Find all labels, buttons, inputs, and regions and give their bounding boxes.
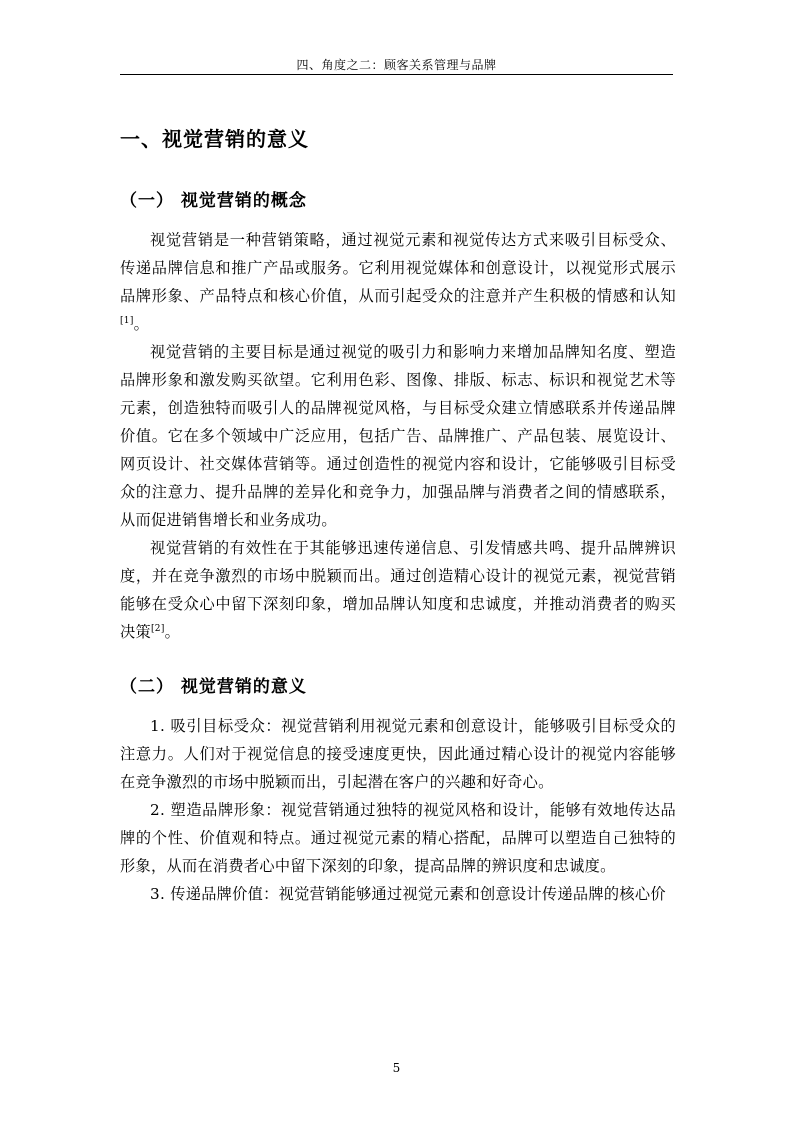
paragraph: 1. 吸引目标受众：视觉营销利用视觉元素和创意设计，能够吸引目标受众的注意力。人们对于视觉信息的接受速度更快，因此通过精心设计的视觉内容能够在竞争激烈的市场中脱颖而出，引起潜在客户的兴趣和好奇心。 <box>120 717 676 791</box>
citation-ref: [2] <box>150 623 165 634</box>
paragraph <box>120 534 676 646</box>
subsection-title-significance: （二） 视觉营销的意义 <box>120 677 307 697</box>
paragraph-text: 视觉营销是一种营销策略，通过视觉元素和视觉传达方式来吸引目标受众、传递品牌信息和推广产品或服务。它利用视觉媒体和创意设计，以视觉形式展示品牌形象、产品特点和核心价值，从而引起受众的注意并产生积极的情感和认知 <box>120 231 676 305</box>
header-rule <box>120 74 673 75</box>
section-title: 一、视觉营销的意义 <box>120 127 309 151</box>
paragraph: 2. 塑造品牌形象：视觉营销通过独特的视觉风格和设计，能够有效地传达品牌的个性、价值观和特点。通过视觉元素的精心搭配，品牌可以塑造自己独特的形象，从而在消费者心中留下深刻的印象，提高品牌的辨识度和忠诚度。 <box>120 801 676 875</box>
paragraph <box>120 226 676 338</box>
paragraph: 3. 传递品牌价值：视觉营销能够通过视觉元素和创意设计传递品牌的核心价 <box>150 885 666 903</box>
citation-ref: [1] <box>120 315 134 326</box>
paragraph: 视觉营销的主要目标是通过视觉的吸引力和影响力来增加品牌知名度、塑造品牌形象和激发购买欲望。它利用色彩、图像、排版、标志、标识和视觉艺术等元素，创造独特而吸引人的品牌视觉风格，与目标受众建立情感联系并传递品牌价值。它在多个领域中广泛应用，包括广告、品牌推广、产品包装、展览设计、网页设计、社交媒体营销等。通过创造性的视觉内容和设计，它能够吸引目标受众的注意力、提升品牌的差异化和竞争力，加强品牌与消费者之间的情感联系，从而促进销售增长和业务成功。 <box>120 343 676 529</box>
paragraph-tail: 。 <box>164 623 181 641</box>
running-header: 四、角度之二：顾客关系管理与品牌 <box>296 58 497 72</box>
page-number: 5 <box>392 1061 401 1075</box>
spacer <box>120 646 676 672</box>
paragraph-tail: 。 <box>133 315 150 333</box>
paragraph-text: 视觉营销的有效性在于其能够迅速传递信息、引发情感共鸣、提升品牌辨识度，并在竞争激烈的市场中脱颖而出。通过创造精心设计的视觉元素，视觉营销能够在受众心中留下深刻印象，增加品牌认知度和忠诚度，并推动消费者的购买决策 <box>120 539 676 641</box>
page-body <box>120 123 676 908</box>
subsection-title-concept: （一） 视觉营销的概念 <box>120 191 307 211</box>
